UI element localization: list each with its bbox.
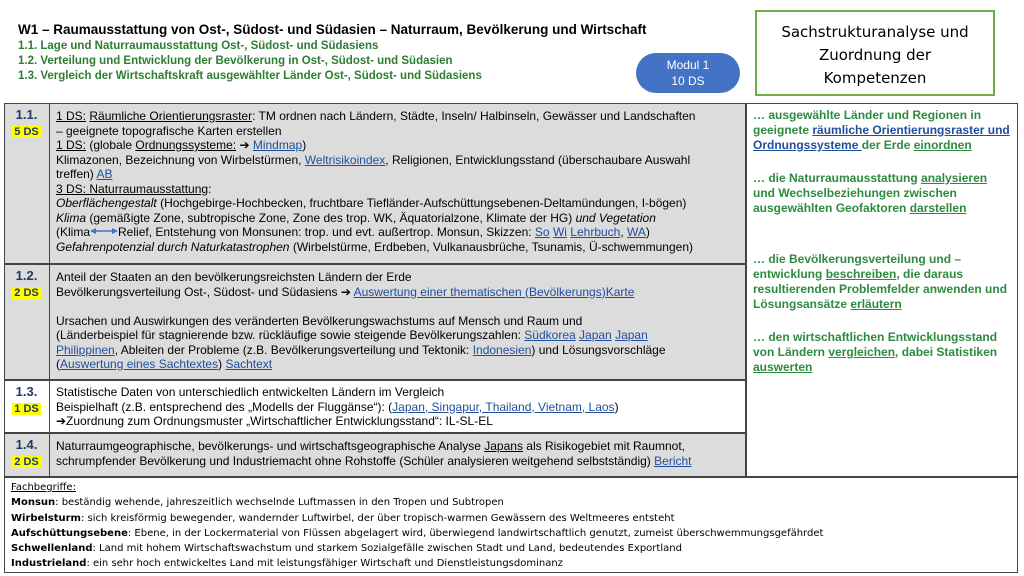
laender-link[interactable]: Japan, Singapur, Thailand, Vietnam, Laos [392, 399, 615, 414]
module-badge [636, 53, 740, 93]
row-1-3-number-cell [4, 380, 50, 433]
row-1-2-content: Anteil der Staaten an den bevölkerungsreichsten Ländern der Erde Bevölkerungsverteilung Ost-, Südost- und Südasiens ➔ Auswertung einer thematischen (Bevölkerungs)Karte Ursachen und Auswirkungen des veränderten Bevölkerungswachstums auf Mensch und Raum und (Länderbeispiel für stagnierende bzw. rückläufige sowie steigende Bevölkerungszahlen: Südkorea Japan Japan Philippinen, Ableiten der Probleme (z.B. Bevölkerungsverteilung und Tektonik: Indonesien) und Lösungsvorschläge (Auswertung eines Sachtextes) Sachtext [56, 270, 666, 371]
lehrbuch-link[interactable]: Lehrbuch [570, 225, 621, 239]
ds-badge: 2 DS [14, 287, 39, 299]
kompetenz-4: … den wirtschaftlichen Entwicklungsstand von Ländern vergleichen, dabei Statistiken auswerten [753, 330, 998, 374]
ds-badge: 2 DS [14, 456, 39, 468]
badge-line-1: Modul 1 [666, 58, 710, 72]
term-monsun: Monsun: beständig wehende, jahreszeitlich wechselnde Luftmassen in den Tropen und Subtropen [11, 497, 504, 509]
row-1-1-content: 1 DS: Räumliche Orientierungsraster: TM ordnen nach Ländern, Städte, Inseln/ Halbinseln, Gewässer und Landschaften – geeignete topografische Karten erstellen 1 DS: (globale Ordnungssysteme: ➔ Mindmap) Klimazonen, Bezeichnung von Wirbelstürmen, Weltrisikoindex, Religionen, Entwicklungsstand (überschaubare Auswahl treffen) AB 3 DS: Naturraumausstattung: Oberflächengestalt (Hochgebirge-Hochbecken, fruchtbare Tiefländer-Aufschüttungsebenen-Deltamündungen, I-bögen) Klima (gemäßigte Zone, subtropische Zone, Zone des trop. WK, Äquatorialzone, Klimate der HG) und Vegetation (Klima Relief, Entstehung von Monsunen: trop. und evt. außertrop. Monsun, Skizzen: So Wi Lehrbuch, WA) Gefahrenpotenzial durch Naturkatastrophen (Wirbelstürme, Erdbeben, Vulkanausbrüche, Tsunamis, Ü-schwemmungen) [56, 109, 696, 254]
so-link[interactable]: So [534, 225, 550, 239]
term-schwellenland: Schwellenland: Land mit hohem Wirtschaftswachstum und starkem Sozialgefälle zwischen Stadt und Land, bedeutendes Exportland [11, 543, 682, 555]
suedkorea-link[interactable]: Südkorea [524, 328, 576, 342]
sachtext-link[interactable]: Sachtext [225, 357, 273, 371]
row-number: 1.2. [15, 268, 38, 283]
karte-link[interactable]: Auswertung einer thematischen (Bevölkerungs)Karte [353, 284, 635, 299]
subtitle-2: 1.2. Verteilung und Entwicklung der Bevölkerung in Ost-, Südost- und Südasien [18, 55, 453, 67]
sachstruktur-box [755, 10, 995, 96]
row-1-3-content: Statistische Daten von unterschiedlich entwickelten Ländern im Vergleich Beispielhaft (z.B. entsprechend des „Modells der Fluggänse“): (Japan, Singapur, Thailand, Vietnam, Laos) ➔Zuordnung zum Ordnungsmuster „Wirtschaftlicher Entwicklungsstand“: IL-SL-EL [56, 385, 619, 428]
row-1-4-content: Naturraumgeographische, bevölkerungs- und wirtschaftsgeographische Analyse Japans als Risikogebiet mit Raumnot, schrumpfender Bevölkerung und Industriemacht ohne Rohstoffe (Schüler analysieren weitgehend selbstständig) Bericht [56, 439, 692, 468]
japan-link-2[interactable]: Japan [615, 328, 648, 342]
indonesien-link[interactable]: Indonesien [472, 342, 532, 357]
term-aufschuettungsebene: Aufschüttungsebene: Ebene, in der Lockermaterial von Flüssen abgelagert wird, überwiegend landwirtschaftlich genutzt, zumeist überschwemmungsgefährdet [11, 527, 824, 539]
row-1-4-number-cell [4, 433, 50, 477]
sachbox-line-2: Zuordnung der [818, 46, 932, 64]
kompetenz-3: … die Bevölkerungsverteilung und –entwicklung beschreiben, die daraus resultierenden Problemfelder anwenden und Lösungsansätze erläutern [753, 252, 1008, 311]
kompetenzen-column [746, 103, 1018, 477]
ab-link[interactable]: AB [96, 167, 113, 181]
orientierungsraster-link[interactable]: räumliche Orientierungsraster und Ordnungssysteme [753, 123, 1010, 152]
row-1-2-number-cell [4, 264, 50, 380]
fachbegriffe-heading: Fachbegriffe: [11, 482, 76, 493]
row-number: 1.4. [15, 437, 38, 452]
bericht-link[interactable]: Bericht [654, 453, 692, 468]
ds-badge: 1 DS [14, 403, 39, 415]
fachbegriffe-box [4, 477, 1018, 573]
page-title: W1 – Raumausstattung von Ost-, Südost- und Südasien – Naturraum, Bevölkerung und Wirtschaft [18, 22, 647, 37]
term-industrieland: Industrieland: ein sehr hoch entwickeltes Land mit leistungsfähiger Wirtschaft und Dienstleistungsdominanz [11, 558, 563, 570]
ds-badge: 5 DS [14, 126, 39, 138]
wa-link[interactable]: WA [627, 225, 646, 239]
philippinen-link[interactable]: Philippinen [56, 342, 115, 357]
kompetenz-1: … ausgewählte Länder und Regionen in geeignete räumliche Orientierungsraster und Ordnungssysteme der Erde einordnen [753, 108, 1010, 152]
badge-line-2: 10 DS [671, 74, 705, 88]
sachbox-line-1: Sachstrukturanalyse und [781, 23, 969, 41]
term-wirbelsturm: Wirbelsturm: sich kreisförmig bewegender, wandernder Luftwirbel, der über tropisch-warmen Gewässern des Weltmeeres entsteht [11, 512, 675, 524]
row-1-1-number-cell [4, 103, 50, 264]
japan-link-1[interactable]: Japan [579, 328, 612, 342]
subtitle-3: 1.3. Vergleich der Wirtschaftskraft ausgewählter Länder Ost-, Südost- und Südasiens [18, 70, 482, 82]
weltrisikoindex-link[interactable]: Weltrisikoindex [304, 152, 386, 167]
double-arrow-icon [90, 225, 118, 240]
wi-link[interactable]: Wi [552, 225, 567, 239]
row-number: 1.3. [15, 384, 38, 399]
row-number: 1.1. [15, 107, 38, 122]
subtitle-1: 1.1. Lage und Naturraumausstattung Ost-, Südost- und Südasiens [18, 40, 379, 52]
mindmap-link[interactable]: Mindmap [252, 138, 303, 152]
sachbox-line-3: Kompetenzen [823, 69, 927, 87]
sachtext-auswertung-link[interactable]: Auswertung eines Sachtextes [60, 357, 219, 371]
kompetenz-2: … die Naturraumausstattung analysieren und Wechselbeziehungen zwischen ausgewählten Geofaktoren darstellen [753, 171, 988, 215]
